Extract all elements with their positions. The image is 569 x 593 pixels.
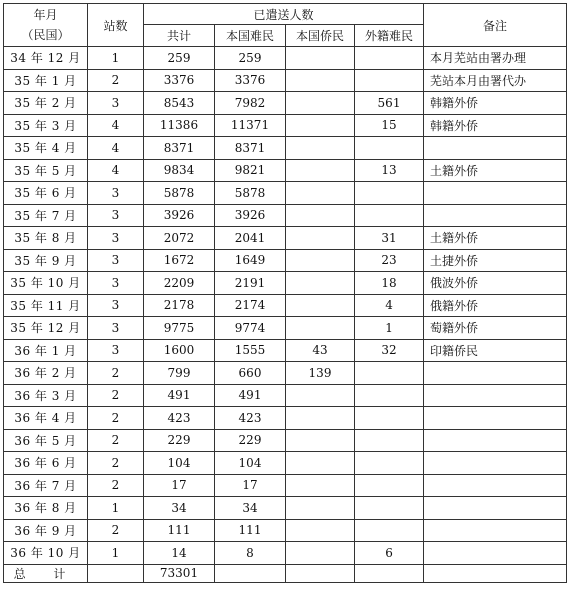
cell-remarks: 土籍外侨 [424,227,567,250]
cell-remarks [424,497,567,520]
table-row [4,294,567,317]
table-row [4,92,567,115]
cell-total: 14 [144,542,215,565]
cell-stations: 3 [88,249,144,272]
cell-stations: 4 [88,114,144,137]
cell-foreign-refugees: 15 [355,114,424,137]
cell-stations: 3 [88,317,144,340]
cell-remarks: 韩籍外侨 [424,92,567,115]
cell-total: 229 [144,429,215,452]
table-row [4,47,567,70]
cell-year-month: 36 年 4 月 [4,407,88,430]
cell-total: 17 [144,474,215,497]
table-row [4,429,567,452]
cell-foreign-refugees: 1 [355,317,424,340]
header-total: 共计 [144,25,215,47]
cell-overseas-chinese [286,497,355,520]
cell-foreign-refugees [355,47,424,70]
table-row [4,159,567,182]
table-row [4,272,567,295]
cell-foreign-refugees [355,204,424,227]
cell-overseas-chinese [286,519,355,542]
repatriation-table [3,3,567,583]
cell-domestic-refugees: 423 [215,407,286,430]
cell-domestic-refugees: 5878 [215,182,286,205]
cell-remarks: 韩籍外侨 [424,114,567,137]
cell-remarks [424,542,567,565]
cell-foreign-refugees [355,497,424,520]
grand-total-foreign [355,564,424,582]
cell-total: 423 [144,407,215,430]
cell-overseas-chinese [286,272,355,295]
cell-total: 2178 [144,294,215,317]
cell-total: 8371 [144,137,215,160]
header-domestic-refugees: 本国难民 [215,25,286,47]
header-sent-group: 已遣送人数 [144,4,424,25]
cell-domestic-refugees: 1649 [215,249,286,272]
cell-overseas-chinese [286,204,355,227]
table-row [4,227,567,250]
cell-foreign-refugees [355,137,424,160]
cell-total: 2072 [144,227,215,250]
cell-remarks: 芜站本月由署代办 [424,69,567,92]
cell-remarks [424,384,567,407]
cell-year-month: 35 年 8 月 [4,227,88,250]
cell-year-month: 36 年 6 月 [4,452,88,475]
table-row [4,317,567,340]
cell-year-month: 35 年 12 月 [4,317,88,340]
cell-domestic-refugees: 8 [215,542,286,565]
cell-remarks [424,519,567,542]
cell-domestic-refugees: 9774 [215,317,286,340]
header-year-month-line2: （民国） [21,28,70,42]
cell-year-month: 35 年 10 月 [4,272,88,295]
cell-remarks [424,429,567,452]
cell-stations: 2 [88,474,144,497]
cell-stations: 1 [88,497,144,520]
cell-foreign-refugees [355,519,424,542]
cell-domestic-refugees: 17 [215,474,286,497]
cell-foreign-refugees: 561 [355,92,424,115]
table-row [4,384,567,407]
cell-year-month: 35 年 2 月 [4,92,88,115]
grand-total-note [424,564,567,582]
cell-overseas-chinese [286,182,355,205]
cell-stations: 3 [88,92,144,115]
cell-stations: 3 [88,227,144,250]
cell-remarks [424,204,567,227]
table-row [4,204,567,227]
cell-remarks [424,474,567,497]
table-row [4,362,567,385]
cell-foreign-refugees: 32 [355,339,424,362]
cell-stations: 2 [88,407,144,430]
cell-overseas-chinese [286,227,355,250]
cell-stations: 3 [88,272,144,295]
cell-year-month: 36 年 5 月 [4,429,88,452]
cell-total: 491 [144,384,215,407]
cell-foreign-refugees: 23 [355,249,424,272]
cell-stations: 2 [88,69,144,92]
cell-stations: 2 [88,429,144,452]
cell-domestic-refugees: 3926 [215,204,286,227]
cell-stations: 1 [88,47,144,70]
cell-year-month: 35 年 3 月 [4,114,88,137]
cell-stations: 2 [88,519,144,542]
cell-foreign-refugees: 31 [355,227,424,250]
cell-stations: 3 [88,182,144,205]
cell-total: 9775 [144,317,215,340]
cell-domestic-refugees: 491 [215,384,286,407]
cell-foreign-refugees: 6 [355,542,424,565]
cell-year-month: 35 年 9 月 [4,249,88,272]
cell-stations: 4 [88,137,144,160]
cell-overseas-chinese [286,159,355,182]
cell-domestic-refugees: 3376 [215,69,286,92]
cell-total: 3926 [144,204,215,227]
cell-overseas-chinese [286,317,355,340]
cell-overseas-chinese [286,452,355,475]
cell-year-month: 35 年 1 月 [4,69,88,92]
cell-foreign-refugees [355,384,424,407]
table-row [4,407,567,430]
cell-remarks [424,137,567,160]
table-row [4,137,567,160]
cell-overseas-chinese: 139 [286,362,355,385]
header-year-month-line1: 年月 [33,8,58,22]
table-row [4,519,567,542]
header-remarks: 备注 [424,4,567,47]
cell-foreign-refugees: 4 [355,294,424,317]
cell-total: 111 [144,519,215,542]
cell-foreign-refugees [355,69,424,92]
cell-overseas-chinese [286,407,355,430]
cell-year-month: 36 年 10 月 [4,542,88,565]
cell-domestic-refugees: 11371 [215,114,286,137]
cell-foreign-refugees: 18 [355,272,424,295]
cell-total: 1672 [144,249,215,272]
table-row [4,474,567,497]
cell-foreign-refugees [355,362,424,385]
table-body [4,47,567,565]
cell-year-month: 35 年 6 月 [4,182,88,205]
cell-foreign-refugees [355,474,424,497]
cell-overseas-chinese [286,474,355,497]
cell-year-month: 35 年 4 月 [4,137,88,160]
cell-remarks: 印籍侨民 [424,339,567,362]
cell-remarks: 土捷外侨 [424,249,567,272]
cell-year-month: 34 年 12 月 [4,47,88,70]
header-foreign-refugees: 外籍难民 [355,25,424,47]
cell-foreign-refugees [355,182,424,205]
table-header [4,4,567,47]
cell-total: 259 [144,47,215,70]
cell-remarks [424,407,567,430]
cell-total: 5878 [144,182,215,205]
cell-overseas-chinese [286,47,355,70]
cell-overseas-chinese [286,92,355,115]
grand-total-row [4,564,567,582]
cell-foreign-refugees [355,429,424,452]
grand-total-value: 73301 [144,564,215,582]
cell-stations: 2 [88,452,144,475]
cell-total: 11386 [144,114,215,137]
cell-domestic-refugees: 104 [215,452,286,475]
table-row [4,339,567,362]
cell-domestic-refugees: 2191 [215,272,286,295]
cell-overseas-chinese [286,294,355,317]
cell-total: 1600 [144,339,215,362]
cell-domestic-refugees: 111 [215,519,286,542]
cell-remarks: 萄籍外侨 [424,317,567,340]
header-year-month [4,4,88,47]
cell-total: 2209 [144,272,215,295]
cell-foreign-refugees: 13 [355,159,424,182]
table-row [4,249,567,272]
cell-domestic-refugees: 2041 [215,227,286,250]
cell-year-month: 36 年 1 月 [4,339,88,362]
cell-year-month: 35 年 11 月 [4,294,88,317]
header-stations: 站数 [88,4,144,47]
header-overseas-chinese: 本国侨民 [286,25,355,47]
cell-remarks: 俄籍外侨 [424,294,567,317]
cell-year-month: 36 年 2 月 [4,362,88,385]
cell-total: 799 [144,362,215,385]
cell-domestic-refugees: 660 [215,362,286,385]
cell-overseas-chinese [286,542,355,565]
cell-total: 3376 [144,69,215,92]
cell-foreign-refugees [355,407,424,430]
cell-overseas-chinese [286,249,355,272]
grand-total-domestic [215,564,286,582]
cell-stations: 3 [88,339,144,362]
cell-foreign-refugees [355,452,424,475]
grand-total-label: 总 计 [4,564,88,582]
cell-stations: 3 [88,204,144,227]
cell-remarks: 土籍外侨 [424,159,567,182]
table-row [4,452,567,475]
cell-stations: 2 [88,384,144,407]
cell-overseas-chinese [286,69,355,92]
cell-domestic-refugees: 229 [215,429,286,452]
table-row [4,114,567,137]
cell-domestic-refugees: 259 [215,47,286,70]
grand-total-overseas [286,564,355,582]
table-row [4,542,567,565]
cell-year-month: 36 年 7 月 [4,474,88,497]
cell-year-month: 36 年 3 月 [4,384,88,407]
table-row [4,69,567,92]
grand-total-stations [88,564,144,582]
cell-stations: 2 [88,362,144,385]
table-row [4,497,567,520]
table-row [4,182,567,205]
cell-domestic-refugees: 9821 [215,159,286,182]
cell-remarks [424,452,567,475]
cell-domestic-refugees: 2174 [215,294,286,317]
cell-remarks: 本月芜站由署办理 [424,47,567,70]
cell-overseas-chinese: 43 [286,339,355,362]
cell-remarks: 俄波外侨 [424,272,567,295]
cell-domestic-refugees: 8371 [215,137,286,160]
cell-stations: 3 [88,294,144,317]
cell-domestic-refugees: 1555 [215,339,286,362]
cell-total: 8543 [144,92,215,115]
cell-year-month: 36 年 8 月 [4,497,88,520]
cell-year-month: 35 年 7 月 [4,204,88,227]
cell-remarks [424,182,567,205]
cell-total: 9834 [144,159,215,182]
cell-overseas-chinese [286,137,355,160]
cell-total: 34 [144,497,215,520]
cell-overseas-chinese [286,114,355,137]
cell-remarks [424,362,567,385]
cell-stations: 1 [88,542,144,565]
cell-year-month: 36 年 9 月 [4,519,88,542]
cell-domestic-refugees: 7982 [215,92,286,115]
cell-overseas-chinese [286,429,355,452]
cell-total: 104 [144,452,215,475]
cell-stations: 4 [88,159,144,182]
cell-overseas-chinese [286,384,355,407]
cell-year-month: 35 年 5 月 [4,159,88,182]
cell-domestic-refugees: 34 [215,497,286,520]
